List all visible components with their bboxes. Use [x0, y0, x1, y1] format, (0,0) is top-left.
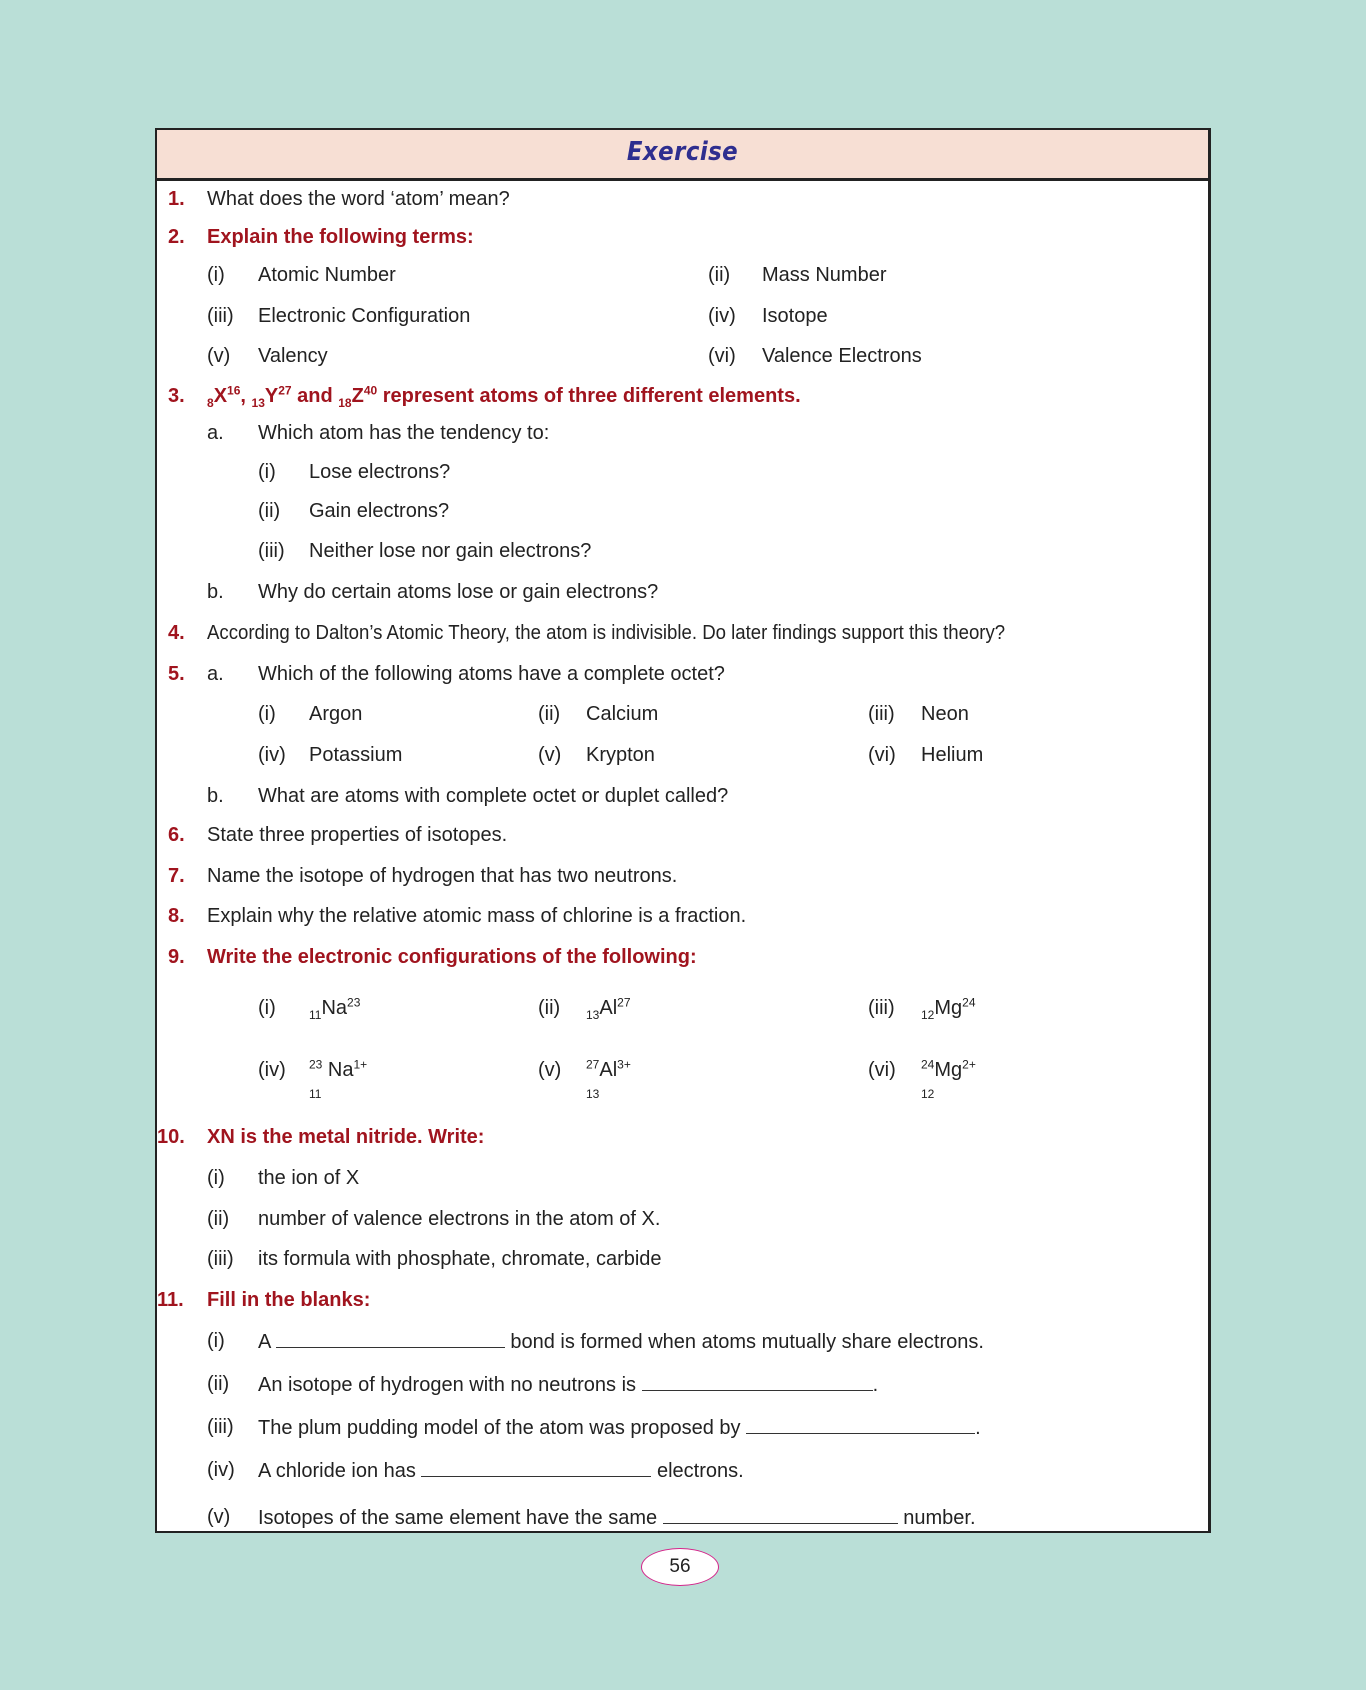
q10-item-label: (i)	[207, 1167, 225, 1189]
q5-item-label: (v)	[538, 744, 562, 766]
q2-item-text: Valency	[258, 345, 328, 367]
q2-text: Explain the following terms:	[207, 226, 474, 248]
q2-item-label: (v)	[207, 345, 231, 367]
q2-item-text: Atomic Number	[258, 264, 396, 286]
q10-text: XN is the metal nitride. Write:	[207, 1126, 485, 1148]
exercise-header	[157, 130, 1208, 181]
q3-a-label: a.	[207, 422, 224, 444]
q2-item-label: (iii)	[207, 305, 234, 327]
blank-input[interactable]	[746, 1415, 975, 1434]
q7-number: 7.	[168, 865, 185, 887]
page-number: 56	[641, 1548, 719, 1586]
q11-text: Fill in the blanks:	[207, 1289, 371, 1311]
q9-text: Write the electronic configurations of the following:	[207, 946, 697, 968]
q2-item-label: (iv)	[708, 305, 736, 327]
q9-item-formula: $_{12}Mg^{24}$	[921, 995, 976, 1022]
q2-item-label: (ii)	[708, 264, 731, 286]
q2-item-label: (i)	[207, 264, 225, 286]
q3-a-item-text: Lose electrons?	[309, 461, 451, 483]
q2-number: 2.	[168, 226, 185, 248]
q11-item-label: (iv)	[207, 1459, 235, 1481]
q9-item-atomic-number: 13	[586, 1087, 600, 1101]
q7-text: Name the isotope of hydrogen that has two neutrons.	[207, 865, 678, 887]
q5-b-text: What are atoms with complete octet or duplet called?	[258, 785, 729, 807]
q3-a-item-label: (ii)	[258, 500, 281, 522]
q5-item-label: (iv)	[258, 744, 286, 766]
q5-item-text: Calcium	[586, 703, 659, 725]
q9-item-ion: $^{23}$ $Na^{1+}$	[309, 1057, 368, 1081]
q5-number: 5.	[168, 663, 185, 685]
q5-a-label: a.	[207, 663, 224, 685]
q9-item-label: (iii)	[868, 997, 895, 1019]
blank-input[interactable]	[421, 1458, 651, 1477]
q9-item-label: (iv)	[258, 1059, 286, 1081]
q5-item-label: (ii)	[538, 703, 561, 725]
q11-item-text: The plum pudding model of the atom was proposed by .	[258, 1417, 981, 1439]
q9-item-label: (v)	[538, 1059, 562, 1081]
q11-item-text: Isotopes of the same element have the same number.	[258, 1507, 976, 1529]
q11-item-label: (i)	[207, 1330, 225, 1352]
q3-a-item-text: Gain electrons?	[309, 500, 450, 522]
q9-item-formula: $_{11}Na^{23}$	[309, 995, 361, 1022]
q9-item-ion: $^{24}Mg^{2+}$	[921, 1057, 976, 1081]
q10-item-label: (ii)	[207, 1208, 230, 1230]
q5-b-label: b.	[207, 785, 224, 807]
q4-number: 4.	[168, 622, 185, 644]
q3-a-item-label: (iii)	[258, 540, 285, 562]
q5-item-text: Neon	[921, 703, 969, 725]
q10-item-label: (iii)	[207, 1248, 234, 1270]
q11-item-text: A chloride ion has electrons.	[258, 1460, 744, 1482]
q11-item-label: (v)	[207, 1506, 231, 1528]
q8-text: Explain why the relative atomic mass of chlorine is a fraction.	[207, 905, 747, 927]
q11-item-label: (iii)	[207, 1416, 234, 1438]
q11-item-text: A bond is formed when atoms mutually share electrons.	[258, 1331, 984, 1353]
q9-item-ion: $^{27}Al^{3+}$	[586, 1057, 631, 1081]
q10-item-text: its formula with phosphate, chromate, carbide	[258, 1248, 662, 1270]
q9-item-label: (i)	[258, 997, 276, 1019]
q10-item-text: the ion of X	[258, 1167, 360, 1189]
q5-item-text: Helium	[921, 744, 984, 766]
q11-number: 11.	[157, 1289, 184, 1311]
q2-item-text: Valence Electrons	[762, 345, 922, 367]
q8-number: 8.	[168, 905, 185, 927]
q5-item-text: Krypton	[586, 744, 655, 766]
q10-number: 10.	[157, 1126, 185, 1148]
blank-input[interactable]	[276, 1329, 505, 1348]
q11-item-text: An isotope of hydrogen with no neutrons is .	[258, 1374, 879, 1396]
q3-text: $_8X^{16}$, $_{13}Y^{27}$ and $_{18}Z^{40}$ represent atoms of three different elements.	[207, 383, 801, 410]
q5-item-label: (iii)	[868, 703, 895, 725]
q6-text: State three properties of isotopes.	[207, 824, 508, 846]
q3-a-text: Which atom has the tendency to:	[258, 422, 550, 444]
q9-item-formula: $_{13}Al^{27}$	[586, 995, 631, 1022]
q1-text: What does the word ‘atom’ mean?	[207, 188, 510, 210]
q2-item-label: (vi)	[708, 345, 736, 367]
q9-item-label: (vi)	[868, 1059, 896, 1081]
exercise-title: Exercise	[626, 137, 739, 167]
q9-number: 9.	[168, 946, 185, 968]
q3-b-text: Why do certain atoms lose or gain electrons?	[258, 581, 659, 603]
q11-item-label: (ii)	[207, 1373, 230, 1395]
q9-item-atomic-number: 11	[309, 1087, 322, 1101]
q5-a-text: Which of the following atoms have a complete octet?	[258, 663, 725, 685]
q5-item-label: (i)	[258, 703, 276, 725]
q5-item-label: (vi)	[868, 744, 896, 766]
q5-item-text: Potassium	[309, 744, 403, 766]
q3-number: 3.	[168, 385, 185, 407]
q1-number: 1.	[168, 188, 185, 210]
q4-text: According to Dalton’s Atomic Theory, the atom is indivisible. Do later findings support this theory?	[207, 622, 1006, 644]
q10-item-text: number of valence electrons in the atom of X.	[258, 1208, 661, 1230]
q3-b-label: b.	[207, 581, 224, 603]
blank-input[interactable]	[663, 1505, 898, 1524]
q3-a-item-text: Neither lose nor gain electrons?	[309, 540, 592, 562]
q2-item-text: Mass Number	[762, 264, 887, 286]
q2-item-text: Isotope	[762, 305, 828, 327]
q9-item-atomic-number: 12	[921, 1087, 935, 1101]
q5-item-text: Argon	[309, 703, 363, 725]
q6-number: 6.	[168, 824, 185, 846]
q2-item-text: Electronic Configuration	[258, 305, 471, 327]
q3-a-item-label: (i)	[258, 461, 276, 483]
blank-input[interactable]	[642, 1372, 873, 1391]
q9-item-label: (ii)	[538, 997, 561, 1019]
